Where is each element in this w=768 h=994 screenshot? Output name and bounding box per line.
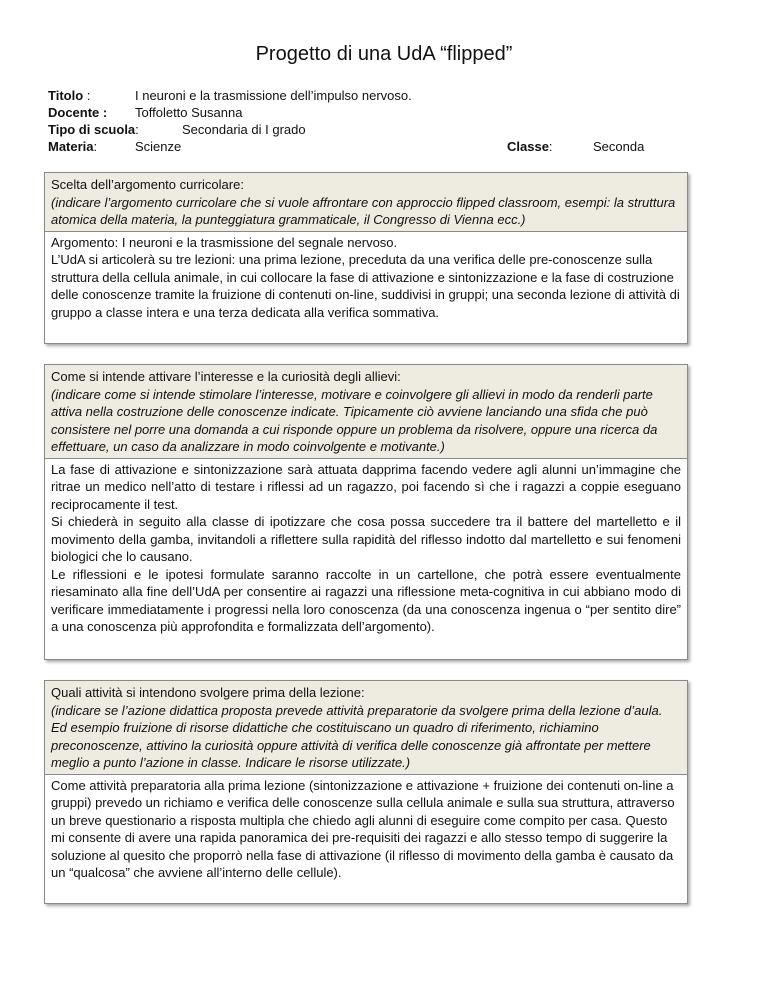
paragraph: L’UdA si articolerà su tre lezioni: una prima lezione, preceduta da una verifica delle pre-conoscenze sulla struttura della cellula animale, in cui collocare la fase di attivazione e sintonizzazione e la fase di costruzione delle conoscenze tramite la fruizione di contenuti on-line, suddivisi in gruppi; una seconda lezione di attività di gruppo a classe intera e una terza dedicata alla verifica sommativa. [51,252,680,320]
meta-row-scuola [48,121,139,138]
docente-value: Toffoletto Susanna [135,105,243,120]
titolo-value: I neuroni e la trasmissione dell’impulso nervoso. [135,88,412,103]
section-interesse-header [45,365,687,459]
classe-separator: : [548,139,553,154]
section-attivita-heading: Quali attività si intendono svolgere prima della lezione: [51,685,365,700]
titolo-separator: : [83,88,91,103]
section-interesse-body [45,459,687,638]
meta-row-titolo [48,87,90,104]
section-interesse [44,364,688,660]
section-attivita-hint: (indicare se l’azione didattica proposta prevede attività preparatorie da svolgere prima della lezione d’aula. Ed esempio fruizione di risorse didattiche che costituiscano un quadro di riferimento, richiamino preconoscenze, attivino la curiosità oppure attività di verifica delle conoscenze già affrontate per mettere meglio a punto l’azione in classe. Indicare le risorse utilizzate.) [51,702,663,770]
scuola-value: Secondaria di I grado [182,122,306,137]
materia-label: Materia [48,139,94,154]
page-title: Progetto di una UdA “flipped” [255,43,513,65]
section-interesse-heading: Come si intende attivare l’interesse e la curiosità degli allievi: [51,369,401,384]
section-attivita-body [45,775,687,884]
docente-label: Docente : [48,105,108,120]
scuola-label: Tipo di scuola [48,122,136,137]
section-argomento [44,172,688,344]
section-argomento-body [45,232,687,324]
section-interesse-hint: (indicare come si intende stimolare l’interesse, motivare e coinvolgere gli allievi in modo da renderli parte attiva nella costruzione delle conoscenze indicate. Tipicamente ciò avviene lanciando una sfida che può consistere nel porre una domanda a cui risponde oppure un problema da risolvere, oppure una ricerca da effettuare, un caso da analizzare in modo coinvolgente e motivante.) [51,386,658,454]
paragraph: La fase di attivazione e sintonizzazione sarà attuata dapprima facendo vedere agli alunni un’immagine che ritrae un medico nell’atto di testare i riflessi ad un ragazzo, poi facendo sì che i ragazzi a coppie eseguano reciprocamente il test. [51,461,681,512]
paragraph: Argomento: I neuroni e la trasmissione del segnale nervoso. [51,234,398,250]
section-attivita-preliminari [44,680,688,904]
section-attivita-header [45,681,687,775]
paragraph: Si chiederà in seguito alla classe di ipotizzare che cosa possa succedere tra il battere del martelletto e il movimento della gamba, invitandoli a riflettere sulla rapidità del riflesso indotto dal martelletto e sui fenomeni biologici che lo causano. [51,514,681,564]
section-argomento-heading: Scelta dell’argomento curricolare: [51,177,244,192]
classe-label: Classe [507,139,549,154]
section-argomento-hint: (indicare l’argomento curricolare che si vuole affrontare con approccio flipped classroom, esempi: la struttura atomica della materia, la punteggiatura grammaticale, il Congresso di Vienna ecc.) [51,194,676,227]
titolo-label: Titolo [48,88,84,103]
paragraph: Le riflessioni e le ipotesi formulate saranno raccolte in un cartellone, che potrà essere eventualmente riesaminato alla fine dell’UdA per consentire ai ragazzi una riflessione meta-cognitiva in cui abbiano modo di verificare immediatamente i progressi nella loro conoscenza (da una conoscenza ingenua o “per sentito dire” a una conoscenza più approfondita e formalizzata dell’argomento). [51,566,681,634]
meta-row-materia [48,138,97,155]
materia-separator: : [93,139,98,154]
section-argomento-header [45,173,687,232]
scuola-separator: : [135,122,139,137]
paragraph: Come attività preparatoria alla prima lezione (sintonizzazione e attivazione + fruizione dei contenuti on-line a gruppi) prevedo un richiamo e verifica delle conoscenze sulla cellula animale e sulla sua struttura, attraverso un breve questionario a risposta multipla che chiedo agli alunni di eseguire come compito per casa. Questo mi consente di avere una rapida panoramica dei pre-requisiti dei ragazzi e allo stesso tempo di suggerire la soluzione al quesito che proporrò nella fase di attivazione (il riflesso di movimento della gamba è causato da un “qualcosa” che avviene all’interno delle cellule). [51,777,675,880]
classe-value: Seconda [593,139,645,154]
materia-value: Scienze [135,139,182,154]
meta-row-classe [507,138,553,155]
